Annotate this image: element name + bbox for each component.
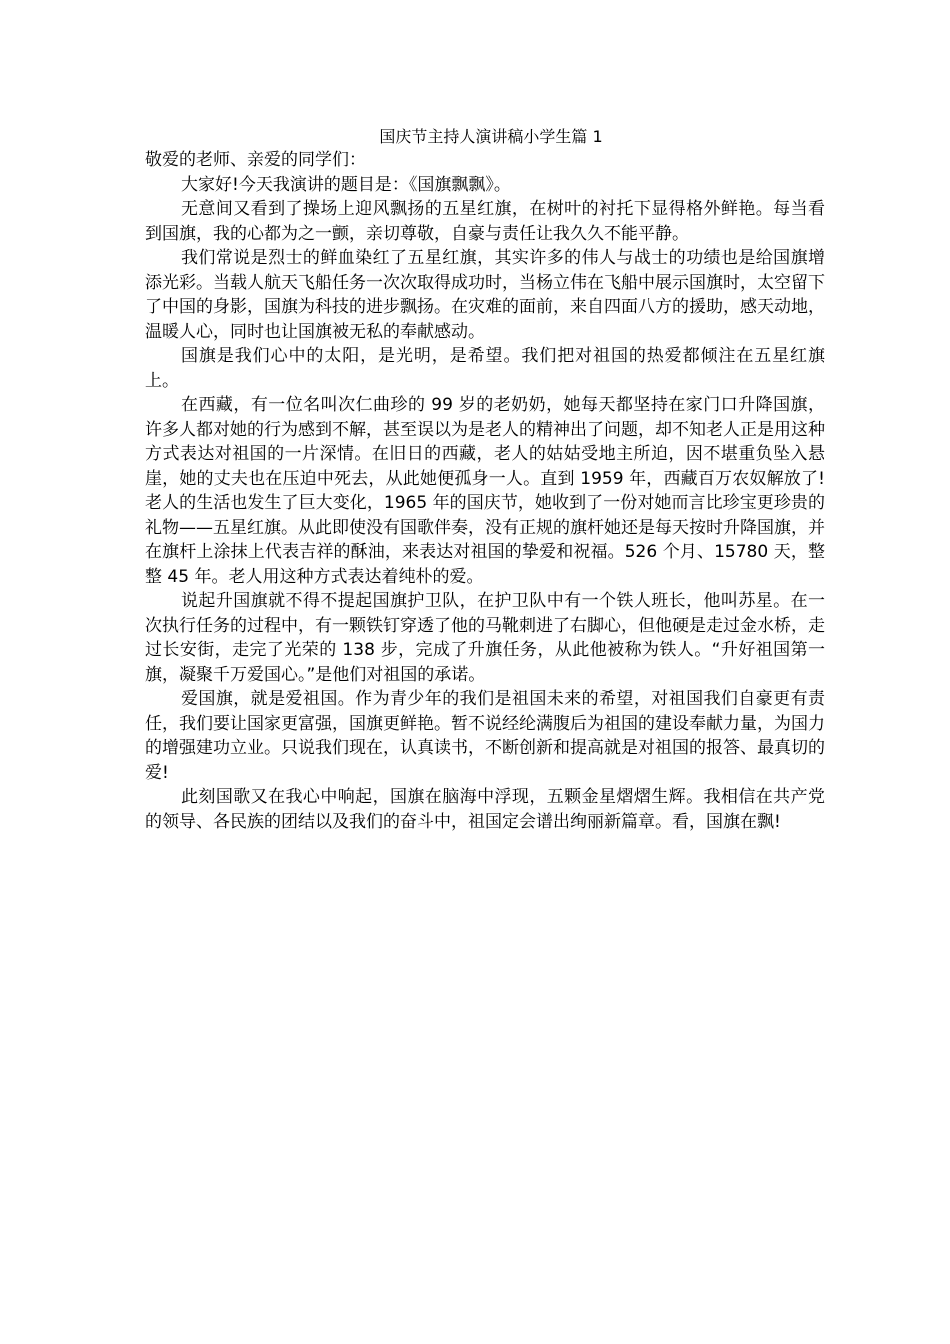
paragraph-closing: 此刻国歌又在我心中响起，国旗在脑海中浮现，五颗金星熠熠生辉。我相信在共产党的领导、各民族的团结以及我们的奋斗中，祖国定会谱出绚丽新篇章。看，国旗在飘! xyxy=(145,787,825,832)
paragraph-sun-hope: 国旗是我们心中的太阳，是光明，是希望。我们把对祖国的热爱都倾注在五星红旗上。 xyxy=(145,346,825,391)
paragraph-tibet-grandma: 在西藏，有一位名叫次仁曲珍的 99 岁的老奶奶，她每天都坚持在家门口升降国旗，许多人都对她的行为感到不解，甚至误以为是老人的精神出了问题，却不知老人正是用这种方式表达对祖国的一片深情。在旧日的西藏，老人的姑姑受地主所迫，因不堪重负坠入悬崖，她的丈夫也在压迫中死去，从此她便孤身一人。直到 1959 年，西藏百万农奴解放了!老人的生活也发生了巨大变化，1965 年的国庆节，她收到了一份对她而言比珍宝更珍贵的礼物——五星红旗。从此即使没有国歌伴奏，没有正规的旗杆她还是每天按时升降国旗，并在旗杆上涂抹上代表吉祥的酥油，来表达对祖国的挚爱和祝福。526 个月、15780 天，整整 45 年。老人用这种方式表达着纯朴的爱。 xyxy=(145,395,825,587)
paragraph-heroes: 我们常说是烈士的鲜血染红了五星红旗，其实许多的伟人与战士的功绩也是给国旗增添光彩。当载人航天飞船任务一次次取得成功时，当杨立伟在飞船中展示国旗时，太空留下了中国的身影，国旗为科技的进步飘扬。在灾难的面前，来自四面八方的援助，感天动地，温暖人心，同时也让国旗被无私的奉献感动。 xyxy=(145,248,825,342)
document-title: 国庆节主持人演讲稿小学生篇 1 xyxy=(379,127,603,146)
document-page xyxy=(145,126,825,834)
paragraph-greeting: 大家好!今天我演讲的题目是：《国旗飘飘》。 xyxy=(181,174,511,195)
salutation: 敬爱的老师、亲爱的同学们： xyxy=(145,150,366,170)
paragraph-honor-guard: 说起升国旗就不得不提起国旗护卫队，在护卫队中有一个铁人班长，他叫苏星。在一次执行任务的过程中，有一颗铁钉穿透了他的马靴刺进了右脚心，但他硬是走过金水桥，走过长安街，走完了光荣的 138 步，完成了升旗任务，从此他被称为铁人。“升好祖国第一旗，凝聚千万爱国心。”是他们对祖国的承诺。 xyxy=(145,591,825,685)
paragraph-flag-sight: 无意间又看到了操场上迎风飘扬的五星红旗，在树叶的衬托下显得格外鲜艳。每当看到国旗，我的心都为之一颤，亲切尊敬，自豪与责任让我久久不能平静。 xyxy=(145,199,825,244)
paragraph-love-country: 爱国旗，就是爱祖国。作为青少年的我们是祖国未来的希望，对祖国我们自豪更有责任，我们要让国家更富强，国旗更鲜艳。暂不说经纶满腹后为祖国的建设奉献力量，为国力的增强建功立业。只说我们现在，认真读书，不断创新和提高就是对祖国的报答、最真切的爱! xyxy=(145,689,825,783)
